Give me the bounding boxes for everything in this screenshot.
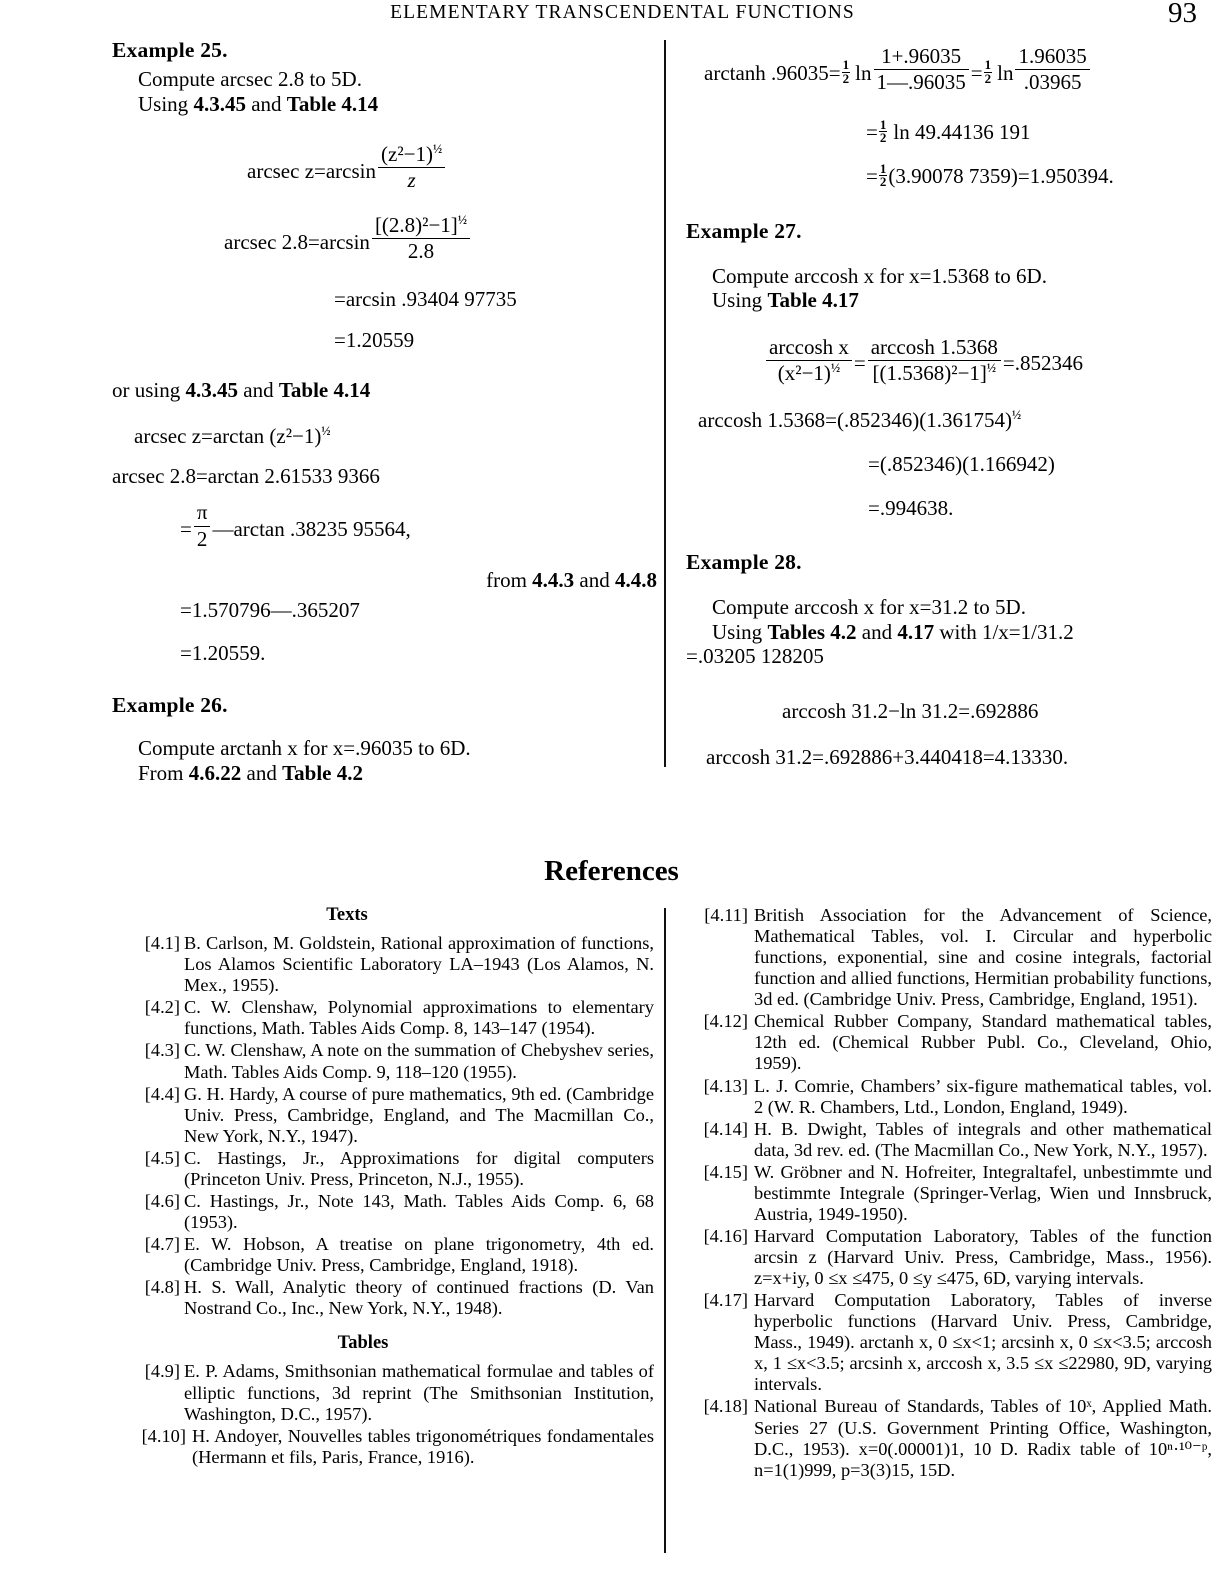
ex25-and-1: and [245,91,287,116]
reference-item [122,1148,654,1190]
reference-tag: [4.6] [144,1190,180,1211]
example-25-equation-5 [134,424,657,448]
example-26-equation-1 [704,43,1206,97]
ex26-eq2-lead: = [866,119,878,144]
ex27-eq1-fraction-1 [766,336,852,385]
ex25-eq2-fraction [372,214,470,263]
ex26-eq1-ln-2: ln [997,60,1014,85]
ex26-eq1-half-1: $\frac{1}{2}$ [842,57,850,86]
ex28-and: and [856,619,898,644]
reference-tag: [4.9] [144,1361,180,1382]
reference-item [682,1119,1212,1161]
reference-item [682,1396,1212,1480]
reference-item [122,1191,654,1233]
ex27-eq1-result: =.852346 [1002,351,1083,376]
reference-tag: [4.11] [704,905,748,925]
running-head-title: ELEMENTARY TRANSCENDENTAL FUNCTIONS [390,2,855,23]
reference-item [682,1011,1212,1074]
ex25-eq7-two: 2 [196,526,208,551]
example-25-equation-6: arcsec 2.8=arctan 2.61533 9366 [112,464,380,489]
ex25-eq1-denominator: z [407,168,416,193]
example-26-heading: Example 26. [112,693,228,718]
reference-tag: [4.17] [703,1290,748,1311]
example-25-equation-9: =1.570796—.365207 [180,597,360,622]
ex28-using-prefix: Using [712,619,768,644]
example-25-equation-2 [224,213,657,266]
references-right-column [682,905,1212,1482]
reference-text: H. B. Dwight, Tables of integrals and other mathematical data, 3d rev. ed. (The Macmillan Co., New York, N.Y., 1957). [754,1118,1212,1160]
ex26-eq1-equals: = [970,60,983,85]
example-25-equation-7 [180,500,657,554]
running-head [0,2,1215,32]
reference-tag: [4.10] [141,1425,186,1446]
reference-text: B. Carlson, M. Goldstein, Rational approximation of functions, Los Alamos Scientific Laboratory LA–1943 (Los Alamos, N. Mex., 1955). [184,933,654,996]
example-28-line1: Compute arccosh x for x=31.2 to 5D. [712,595,1026,620]
ex25-and-2: and [238,377,279,402]
reference-tag: [4.5] [144,1147,180,1168]
ex28-line2-suffix: with 1/x=1/31.2 [934,619,1074,644]
ex26-and: and [241,760,283,785]
ex25-eq5-text: arcsec z=arctan (z²−1) [134,424,322,449]
ex27-eq1-f2-den-exponent: ½ [986,360,997,375]
example-25-equation-4: =1.20559 [334,327,415,352]
example-27-line1: Compute arccosh x for x=1.5368 to 6D. [712,263,1047,288]
ex26-eq1-ln-1: ln [855,60,872,85]
reference-item [682,1076,1212,1118]
ex25-eq5-exponent: ½ [321,424,331,439]
ex26-eq2-rest: ln 49.44136 191 [893,119,1031,144]
reference-item [122,1040,654,1082]
reference-tag: [4.7] [144,1234,180,1255]
ex26-eq1-fraction-2 [1015,45,1089,94]
example-28-line3: =.03205 128205 [686,644,824,669]
ex27-eq1-f1-den-text: (x²−1) [777,360,831,385]
ex27-eq1-f1-den-exponent: ½ [830,360,841,375]
reference-text: L. J. Comrie, Chambers’ six-figure mathematical tables, vol. 2 (W. R. Chambers, Ltd., London, England, 1949). [754,1075,1212,1117]
references-section-tables: Tables [337,1333,389,1354]
reference-item [122,933,654,996]
reference-text: C. W. Clenshaw, A note on the summation of Chebyshev series, Math. Tables Aids Comp. 9, 118–120 (1955). [184,1040,654,1082]
ex25-eq1-numerator [378,143,445,168]
example-28-heading: Example 28. [686,550,802,575]
reference-item [682,1162,1212,1225]
ex25-eq1-fraction [378,143,445,192]
example-28-line2 [712,620,1206,645]
example-25-line1: Compute arcsec 2.8 to 5D. [138,67,362,91]
ex25-alt-ref-table414: Table 4.14 [278,377,371,402]
ex25-eq1-lhs: arcsec z=arcsin [247,158,377,183]
ex25-and-3: and [574,567,615,592]
ex25-ref-448: 4.4.8 [615,567,657,592]
ex26-eq3-lead: = [866,163,878,188]
example-25-equation-1 [247,141,657,195]
example-27-equation-1 [764,334,1206,388]
reference-tag: [4.4] [144,1083,180,1104]
ex27-eq1-f2-den [868,361,1001,385]
ex25-eq7-fraction-pi-over-2 [194,501,211,550]
example-25-heading: Example 25. [112,38,228,62]
ex25-eq1-num-exponent: ½ [432,141,443,156]
ex25-eq2-denominator: 2.8 [407,239,435,264]
example-25-alt-line [112,378,657,403]
ex27-eq1-f2-num: arccosh 1.5368 [868,336,1001,361]
ex26-eq1-f2-den: .03965 [1023,69,1082,94]
reference-tag: [4.8] [144,1277,180,1298]
ex26-eq1-f1-num: 1+.96035 [874,45,969,70]
reference-text: H. S. Wall, Analytic theory of continued fractions (D. Van Nostrand Co., Inc., New York, N.Y., 1948). [184,1277,654,1319]
reference-tag: [4.12] [703,1011,748,1032]
example-27-equation-4: =.994638. [868,496,954,521]
reference-item [122,1426,654,1468]
ex27-eq1-f1-num: arccosh x [766,336,852,361]
ex27-eq1-f1-den [766,361,852,385]
page-number: 93 [1168,0,1197,29]
reference-tag: [4.2] [144,997,180,1018]
reference-item [122,1084,654,1147]
reference-text: British Association for the Advancement of Science, Mathematical Tables, vol. I. Circular and hyperbolic functions, exponential, sine and cosine integrals, factorial function and allied functions, Hermitian probability functions, 3d ed. (Cambridge Univ. Press, Cambridge, England, 1951). [754,905,1212,1010]
reference-text: National Bureau of Standards, Tables of 10ˣ, Applied Math. Series 27 (U.S. Government Printing Office, Washington, D.C., 1953). x=0(.00001)1, 10 D. Radix table of 10ⁿ·¹⁰⁻ᵖ, n=1(1)999, p=3(3)15, 15D. [754,1396,1212,1480]
reference-item [122,1277,654,1319]
reference-tag: [4.3] [144,1040,180,1061]
ex27-eq1-fraction-2 [868,336,1001,385]
ex28-ref-tables42: Tables 4.2 [767,619,857,644]
reference-item [682,1226,1212,1289]
ex26-from-prefix: From [138,760,189,785]
reference-text: G. H. Hardy, A course of pure mathematics, 9th ed. (Cambridge Univ. Press, Cambridge, England, and The Macmillan Co., New York, N.Y., 1947). [184,1083,654,1146]
example-26-line2 [138,761,657,786]
ex25-ref-table414: Table 4.14 [286,91,379,116]
reference-text: C. Hastings, Jr., Approximations for digital computers (Princeton Univ. Press, Princeton, N.J., 1955). [184,1147,654,1189]
reference-tag: [4.15] [703,1161,748,1182]
ex26-eq1-f1-den: 1—.96035 [876,69,966,94]
example-26-equation-2 [866,116,1206,146]
ex25-eq7-pi: π [194,501,211,526]
reference-item [122,1234,654,1276]
ex28-ref-417: 4.17 [897,619,935,644]
ex25-eq2-lhs: arcsec 2.8=arcsin [224,229,370,254]
ex25-using-prefix: Using [138,91,194,116]
ex26-eq3-rest: (3.90078 7359)=1.950394. [888,163,1114,188]
reference-text: C. Hastings, Jr., Note 143, Math. Tables Aids Comp. 6, 68 (1953). [184,1190,654,1232]
ex25-eq7-lead: = [180,517,192,542]
reference-item [122,1361,654,1424]
ex26-eq2-half: $\frac{1}{2}$ [879,116,887,146]
reference-text: Harvard Computation Laboratory, Tables of the function arcsin z (Harvard Univ. Press, Cambridge, Mass., 1956). z=x+iy, 0 ≤x ≤475, 0 ≤y ≤475, 6D, varying intervals. [754,1225,1212,1289]
ex26-eq1-lhs: arctanh .96035= [704,60,841,85]
references-heading: References [544,855,679,887]
reference-item [682,905,1212,1010]
example-25-equation-8-source [112,568,657,592]
example-26-line1: Compute arctanh x for x=.96035 to 6D. [138,736,471,761]
ex27-eq2-exponent: ½ [1011,407,1022,422]
reference-text: E. W. Hobson, A treatise on plane trigonometry, 4th ed. (Cambridge Univ. Press, Cambridge, England, 1918). [184,1234,654,1276]
ex25-eq1-num-text: (z²−1) [381,141,433,166]
reference-tag: [4.14] [703,1118,748,1139]
ex27-ref-table417: Table 4.17 [767,288,859,313]
ex25-eq2-num-exponent: ½ [457,213,467,228]
example-27-heading: Example 27. [686,218,802,243]
ex25-eq7-rest: —arctan .38235 95564, [212,517,411,542]
references-section-texts: Texts [326,905,368,925]
example-28-equation-1: arccosh 31.2−ln 31.2=.692886 [782,699,1039,724]
reference-item [682,1290,1212,1395]
column-divider-top [664,40,666,767]
example-27-line2 [712,288,1206,313]
ex25-alt-ref-4345: 4.3.45 [185,377,238,402]
example-25-line2 [138,92,657,117]
reference-item [122,997,654,1039]
ex27-eq1-equals-1: = [853,351,866,376]
reference-tag: [4.16] [703,1225,748,1246]
ex25-from-prefix: from [486,567,533,592]
ex25-eq2-num-text: [(2.8)²−1] [374,213,458,238]
ex26-eq1-f2-num: 1.96035 [1015,45,1089,70]
ex26-ref-4622: 4.6.22 [188,760,242,785]
ex25-alt-prefix: or using [112,377,186,402]
ex27-eq1-f2-den-text: [(1.5368)²−1] [872,360,987,385]
ex26-eq1-half-2: $\frac{1}{2}$ [984,57,992,86]
ex25-ref-4345: 4.3.45 [193,91,246,116]
reference-tag: [4.13] [703,1075,748,1096]
right-column [686,38,1206,769]
reference-text: Harvard Computation Laboratory, Tables of inverse hyperbolic functions (Harvard Univ. Press, Cambridge, Mass., 1949). arctanh x, 0 ≤x<1; arcsinh x, 0 ≤x<3.5; arccosh x, 1 ≤x<3.5; arcsinh x, arccosh x, 3.5 ≤x ≤22980, 9D, varying intervals. [754,1290,1212,1395]
example-28-equation-2: arccosh 31.2=.692886+3.440418=4.13330. [706,745,1069,770]
example-26-equation-3 [866,160,1206,190]
references-left-column [122,905,654,1469]
ex25-ref-443: 4.4.3 [532,567,575,592]
reference-text: H. Andoyer, Nouvelles tables trigonométriques fondamentales (Hermann et fils, Paris, France, 1916). [192,1425,654,1467]
reference-text: C. W. Clenshaw, Polynomial approximations to elementary functions, Math. Tables Aids Comp. 8, 143–147 (1954). [184,997,654,1039]
reference-tag: [4.18] [703,1396,748,1417]
reference-tag: [4.1] [144,933,180,954]
example-27-equation-2 [698,408,1206,432]
example-25-equation-10: =1.20559. [180,641,266,666]
reference-text: E. P. Adams, Smithsonian mathematical formulae and tables of elliptic functions, 3d reprint (The Smithsonian Institution, Washington, D.C., 1957). [184,1361,654,1424]
column-divider-references [664,908,666,1553]
ex26-ref-table42: Table 4.2 [282,760,364,785]
example-25-equation-3: =arcsin .93404 97735 [334,286,517,311]
example-27-equation-3: =(.852346)(1.166942) [868,452,1055,477]
ex26-eq1-fraction-1 [874,45,969,94]
ex26-eq3-half: $\frac{1}{2}$ [879,160,887,190]
reference-text: W. Gröbner and N. Hofreiter, Integraltafel, unbestimmte und bestimmte Integrale (Springer-Verlag, Wien und Innsbruck, Austria, 1949-1950). [754,1161,1212,1224]
ex25-eq2-numerator [372,214,470,239]
left-column [112,38,657,785]
reference-text: Chemical Rubber Company, Standard mathematical tables, 12th ed. (Chemical Rubber Publ. Co., Cleveland, Ohio, 1959). [754,1011,1212,1074]
ex27-eq2-text: arccosh 1.5368=(.852346)(1.361754) [698,407,1012,432]
ex27-using-prefix: Using [712,288,768,313]
